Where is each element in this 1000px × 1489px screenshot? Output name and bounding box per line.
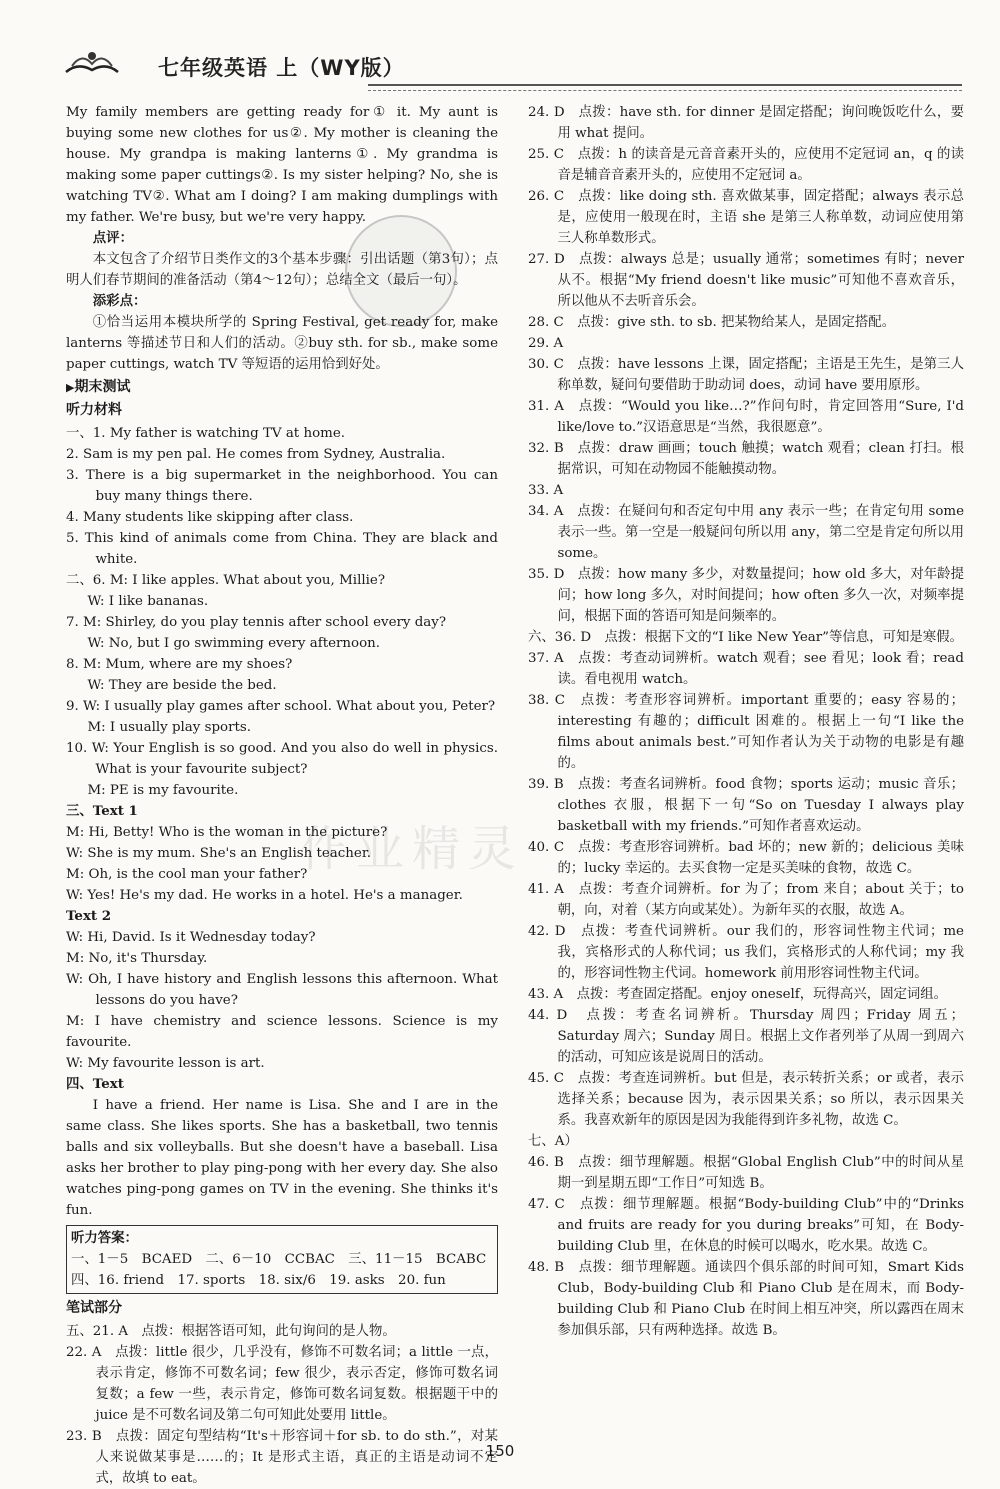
answer-item: 35. D 点拨：how many 多少，对数量提问；how old 多大，对年龄提问；how long 多久，对时间提问；how often 多久一次，对频率提问，根据下面的答语可知是问频率的。 bbox=[528, 567, 964, 624]
dialog-line: W: My favourite lesson is art. bbox=[66, 1056, 265, 1071]
listen-item: 一、1. My father is watching TV at home. bbox=[66, 426, 346, 441]
triangle-icon: ▶ bbox=[66, 381, 75, 394]
answer-item: 30. C 点拨：have lessons 上课，固定搭配；主语是王先生，是第三人称单数，疑问句要借助于助动词 does，动词 have 要用原形。 bbox=[528, 357, 964, 393]
text4-heading: 四、Text bbox=[66, 1076, 124, 1092]
listening-answer-box bbox=[66, 1225, 498, 1294]
listening-heading: 听力材料 bbox=[66, 402, 122, 418]
answer-item: 24. D 点拨：have sth. for dinner 是固定搭配；询问晚饭吃什么，要用 what 提问。 bbox=[528, 105, 964, 141]
answer-item: 40. C 点拨：考查形容词辨析。bad 坏的；new 新的；delicious 美味的；lucky 幸运的。去买食物一定是买美味的食物，故选 C。 bbox=[528, 840, 964, 876]
answer-item: 22. A 点拨：little 很少，几乎没有，修饰不可数名词；a little 一点，表示肯定，修饰不可数名词；few 很少，表示否定，修饰可数名词复数；a few 一些，表示肯定，修饰可数名词复数。根据题干中的 juice 是不可数名词及第二句可知此处要用 little。 bbox=[66, 1345, 498, 1423]
answer-item: 26. C 点拨：like doing sth. 喜欢做某事，固定搭配；always 表示总是，应使用一般现在时，主语 she 是第三人称单数，动词应使用第三人称单数形式。 bbox=[528, 189, 964, 246]
page-header bbox=[38, 38, 962, 84]
answer-item: 五、21. A 点拨：根据答语可知，此句询问的是人物。 bbox=[66, 1324, 396, 1339]
answer-item: 23. B 点拨：固定句型结构“It's＋形容词＋for sb. to do sth.”，对某人来说做某事是……的；It 是形式主语，真正的主语是动词不定式，故填 to eat。 bbox=[66, 1429, 498, 1486]
listen-item: 4. Many students like skipping after class. bbox=[66, 510, 354, 525]
dialog-line: W: No, but I go swimming every afternoon. bbox=[87, 636, 381, 651]
answer-item: 47. C 点拨：细节理解题。根据“Body-building Club”中的“Drinks and fruits are ready for you during breaks”可知，在 Body-building Club 里，在休息的时候可以喝水，吃水果。故选 C。 bbox=[528, 1197, 964, 1254]
listen-item: 3. There is a big supermarket in the neighborhood. You can buy many things there. bbox=[66, 468, 498, 504]
comment-heading: 点评： bbox=[92, 230, 133, 246]
answer-line: 四、16. friend 17. sports 18. six/6 19. asks 20. fun bbox=[71, 1273, 446, 1288]
answer-item: 48. B 点拨：细节理解题。通读四个俱乐部的时间可知，Smart Kids Club，Body-building Club 和 Piano Club 是在周末，而 Body-building Club 和 Piano Club 在时间上相互冲突，所以露西在周末参加俱乐部，只有两种选择。故选 B。 bbox=[528, 1260, 964, 1338]
watermark-text: 作业精灵 bbox=[300, 821, 525, 877]
written-heading: 笔试部分 bbox=[66, 1300, 122, 1316]
dialog-line: M: PE is my favourite. bbox=[87, 783, 239, 798]
answer-item: 34. A 点拨：在疑问句和否定句中用 any 表示一些；在肯定句用 some 表示一些。第一空是一般疑问句所以用 any，第二空是肯定句所以用 some。 bbox=[528, 504, 964, 561]
answer-item: 39. B 点拨：考查名词辨析。food 食物；sports 运动；music 音乐；clothes 衣服，根据下一句“So on Tuesday I always play basketball with my friends.”可知作者喜欢运动。 bbox=[528, 777, 964, 834]
answer-item: 28. C 点拨：give sth. to sb. 把某物给某人，是固定搭配。 bbox=[528, 315, 896, 330]
answer-item: 七、A） bbox=[528, 1134, 578, 1149]
essay-text: My family members are getting ready for① it. My aunt is buying some new clothes for us②. My mother is cleaning the house. My grandpa is making lanterns①. My grandma is making some paper cuttings②. Is my sister helping? No, she is watching TV②. What am I doing? I am making dumplings with my father. We're busy, but we're very happy. bbox=[66, 105, 498, 225]
answer-item: 42. D 点拨：考查代词辨析。our 我们的，形容词性物主代词；me 我，宾格形式的人称代词；us 我们，宾格形式的人称代词；my 我的，形容词性物主代词。homework 前用形容词性物主代词。 bbox=[528, 924, 964, 981]
answer-box-heading: 听力答案： bbox=[71, 1230, 138, 1246]
dialog-line: M: Hi, Betty! Who is the woman in the picture? bbox=[66, 825, 388, 840]
book-logo-icon bbox=[64, 48, 120, 78]
answer-item: 37. A 点拨：考查动词辨析。watch 观看；see 看见；look 看；read 读。看电视用 watch。 bbox=[528, 651, 964, 687]
dialog-line: M: Oh, is the cool man your father? bbox=[66, 867, 308, 882]
answer-item: 43. A 点拨：考查固定搭配。enjoy oneself，玩得高兴，固定词组。 bbox=[528, 987, 948, 1002]
dialog-line: W: Hi, David. Is it Wednesday today? bbox=[66, 930, 316, 945]
header-title: 七年级英语 上（WY版） bbox=[158, 56, 405, 80]
bonus-text: ①恰当运用本模块所学的 Spring Festival, get ready for, make lanterns 等描述节日和人们的活动。②buy sth. for sb., make some paper cuttings, watch TV 等短语的运用恰到好处。 bbox=[66, 315, 498, 372]
answer-item: 46. B 点拨：细节理解题。根据“Global English Club”中的时间从星期一到星期五即“工作日”可知选 B。 bbox=[528, 1155, 964, 1191]
text1-heading: 三、Text 1 bbox=[66, 803, 138, 819]
answer-item: 44. D 点拨：考查名词辨析。Thursday 周四；Friday 周五；Saturday 周六；Sunday 周日。根据上文作者列举了从周一到周六的活动，可知应该是说周日的活动。 bbox=[528, 1008, 964, 1065]
header-rule bbox=[368, 84, 962, 91]
answer-item: 31. A 点拨：“Would you like…?”作问句时，肯定回答用“Sure, I'd like/love to.”汉语意思是“当然，我很愿意”。 bbox=[528, 399, 964, 435]
bonus-heading: 添彩点： bbox=[92, 293, 147, 309]
comment-text: 本文包含了介绍节日类作文的3个基本步骤：引出话题（第3句）；点明人们春节期间的准备活动（第4～12句）；总结全文（最后一句）。 bbox=[66, 252, 498, 288]
left-column bbox=[66, 102, 498, 1489]
dialog-line: W: Oh, I have history and English lessons this afternoon. What lessons do you have? bbox=[66, 972, 498, 1008]
text2-heading: Text 2 bbox=[66, 908, 112, 924]
dialog-line: M: I usually play sports. bbox=[87, 720, 252, 735]
text4-passage: I have a friend. Her name is Lisa. She and I are in the same class. She likes sports. She has a basketball, two tennis balls and six volleyballs. But she doesn't have a baseball. Lisa asks her brother to play ping-pong with her every day. She also watches ping-pong games on TV in the evening. She thinks it's fun. bbox=[66, 1098, 498, 1218]
answer-item: 33. A bbox=[528, 483, 564, 498]
dialog-line: M: No, it's Thursday. bbox=[66, 951, 208, 966]
answer-item: 32. B 点拨：draw 画画；touch 触摸；watch 观看；clean 打扫。根据常识，可知在动物园不能触摸动物。 bbox=[528, 441, 964, 477]
dialog-line: 7. M: Shirley, do you play tennis after school every day? bbox=[66, 615, 447, 630]
dialog-line: 8. M: Mum, where are my shoes? bbox=[66, 657, 293, 672]
section-final-test: ▶期末测试 bbox=[66, 379, 131, 395]
answer-item: 41. A 点拨：考查介词辨析。for 为了；from 来自；about 关于；to 朝，向，对着（某方向或某处）。为新年买的衣服，故选 A。 bbox=[528, 882, 964, 918]
right-column bbox=[528, 102, 964, 1341]
answer-line: 一、1－5 BCAED 二、6－10 CCBAC 三、11－15 BCABC bbox=[71, 1252, 487, 1267]
answer-item: 45. C 点拨：考查连词辨析。but 但是，表示转折关系；or 或者，表示选择关系；because 因为，表示因果关系；so 所以，表示因果关系。我喜欢新年的原因是因为我能得到许多礼物，故选 C。 bbox=[528, 1071, 964, 1128]
answer-item: 25. C 点拨：h 的读音是元音音素开头的，应使用不定冠词 an，q 的读音是辅音音素开头的，应使用不定冠词 a。 bbox=[528, 147, 964, 183]
answer-item: 六、36. D 点拨：根据下文的“I like New Year”等信息，可知是寒假。 bbox=[528, 630, 963, 645]
dialog-line: 9. W: I usually play games after school. What about you, Peter? bbox=[66, 699, 496, 714]
listen-item: 5. This kind of animals come from China. They are black and white. bbox=[66, 531, 498, 567]
answer-item: 29. A bbox=[528, 336, 564, 351]
dialog-line: W: I like bananas. bbox=[87, 594, 209, 609]
page-number: 150 bbox=[485, 1442, 515, 1460]
answer-item: 27. D 点拨：always 总是；usually 通常；sometimes 有时；never 从不。根据“My friend doesn't like music”可知他不喜欢音乐，所以他从不去听音乐会。 bbox=[528, 252, 964, 309]
answer-item: 38. C 点拨：考查形容词辨析。important 重要的；easy 容易的；interesting 有趣的；difficult 困难的。根据上一句“I like the films about animals best.”可知作者认为关于动物的电影是有趣的。 bbox=[528, 693, 964, 771]
dialog-line: 二、6. M: I like apples. What about you, Millie? bbox=[66, 573, 386, 588]
dialog-line: W: They are beside the bed. bbox=[87, 678, 277, 693]
dialog-line: 10. W: Your English is so good. And you also do well in physics. What is your favourite subject? bbox=[66, 741, 498, 777]
listen-item: 2. Sam is my pen pal. He comes from Sydney, Australia. bbox=[66, 447, 446, 462]
dialog-line: M: I have chemistry and science lessons. Science is my favourite. bbox=[66, 1014, 498, 1050]
dialog-line: W: She is my mum. She's an English teacher. bbox=[66, 846, 372, 861]
dialog-line: W: Yes! He's my dad. He works in a hotel. He's a manager. bbox=[66, 888, 463, 903]
